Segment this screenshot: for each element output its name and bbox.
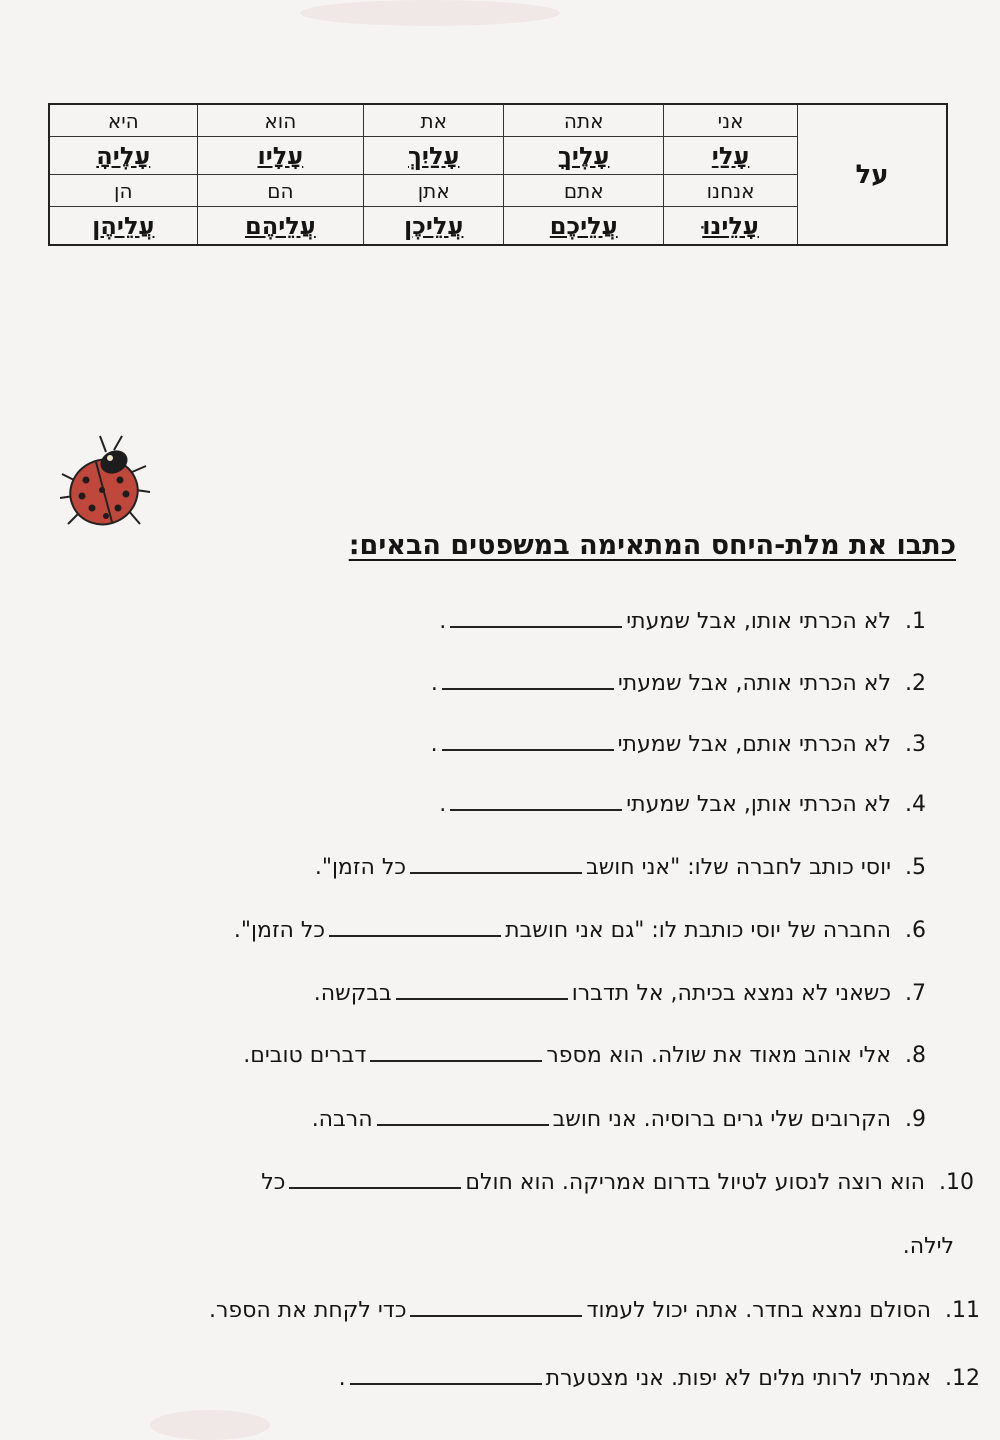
answer-blank[interactable] xyxy=(442,687,614,690)
item-text-before: אמרתי לרותי מלים לא יפות. אני מצטערת xyxy=(545,1366,931,1391)
item-number: 9. xyxy=(905,1107,926,1132)
exercise-item xyxy=(243,1043,926,1068)
answer-blank[interactable] xyxy=(377,1123,549,1126)
item-text-after: כל xyxy=(261,1170,286,1195)
item-text-before: לא הכרתי אותו, אבל שמעתי xyxy=(626,609,891,634)
scan-smudge xyxy=(150,1410,270,1440)
answer-blank[interactable] xyxy=(329,934,501,937)
form-cell: עָלַיִךְ xyxy=(364,137,504,175)
item-number: 11. xyxy=(945,1298,980,1323)
answer-blank[interactable] xyxy=(396,997,568,1000)
form-cell: עָלֶיהָ xyxy=(49,137,197,175)
answer-blank[interactable] xyxy=(410,871,582,874)
item-text-after: . xyxy=(439,609,447,634)
exercise-item xyxy=(314,981,926,1006)
declension-table xyxy=(48,103,948,246)
form-cell: עֲלֵיהֶם xyxy=(197,207,364,246)
exercise-item xyxy=(439,792,926,817)
item-text-after: כל הזמן". xyxy=(233,918,326,943)
item-text-after: כדי לקחת את הספר. xyxy=(209,1298,407,1323)
pronoun-cell: אתן xyxy=(364,175,504,207)
item-text-before: הוא רוצה לנסוע לטיול בדרום אמריקה. הוא חולם xyxy=(465,1170,925,1195)
form-cell: עָלַי xyxy=(664,137,798,175)
item-text-before: לא הכרתי אותה, אבל שמעתי xyxy=(617,671,891,696)
pronoun-cell: אני xyxy=(664,104,798,137)
item-text-after: כל הזמן". xyxy=(314,855,406,880)
exercise-item xyxy=(439,609,926,634)
item-number: 2. xyxy=(905,671,926,696)
exercise-item xyxy=(261,1170,974,1195)
answer-blank[interactable] xyxy=(450,625,622,628)
item-text-before: כשאני לא נמצא בכיתה, אל תדברו xyxy=(571,981,891,1006)
item-text-after: . xyxy=(439,792,447,817)
item-text-before: הקרובים שלי גרים ברוסיה. אני חושב xyxy=(552,1107,891,1132)
answer-blank[interactable] xyxy=(370,1059,542,1062)
ladybug-icon xyxy=(56,432,152,532)
form-cell: עֲלֵיכֶם xyxy=(504,207,664,246)
answer-blank[interactable] xyxy=(350,1382,542,1385)
item-text-before: החברה של יוסי כותבת לו: "גם אני חושבת xyxy=(505,918,891,943)
exercise-item xyxy=(339,1366,980,1391)
pronoun-cell: הוא xyxy=(197,104,364,137)
item-continuation: לילה. xyxy=(902,1234,954,1259)
instruction-heading: כתבו את מלת-היחס המתאימה במשפטים הבאים: xyxy=(348,530,956,561)
item-text-before: אלי אוהב מאוד את שולה. הוא מספר xyxy=(546,1043,891,1068)
item-number: 1. xyxy=(905,609,926,634)
exercise-item xyxy=(312,1107,926,1132)
item-number: 3. xyxy=(905,732,926,757)
exercise-item xyxy=(431,732,926,757)
answer-blank[interactable] xyxy=(410,1314,582,1317)
pronoun-cell: אתם xyxy=(504,175,664,207)
pronoun-cell: אתה xyxy=(504,104,664,137)
item-number: 10. xyxy=(939,1170,974,1195)
item-text-after: הרבה. xyxy=(311,1107,373,1132)
item-number: 12. xyxy=(945,1366,980,1391)
answer-blank[interactable] xyxy=(450,808,622,811)
pronoun-cell: הן xyxy=(49,175,197,207)
item-text-before: הסולם נמצא בחדר. אתה יכול לעמוד xyxy=(586,1298,931,1323)
form-cell: עֲלֵיהֶן xyxy=(49,207,197,246)
scan-smudge xyxy=(300,0,560,26)
pronoun-cell: אנחנו xyxy=(664,175,798,207)
item-text-before: לא הכרתי אותם, אבל שמעתי xyxy=(617,732,891,757)
item-number: 6. xyxy=(905,918,926,943)
exercise-item xyxy=(315,855,926,880)
item-text-after: . xyxy=(430,732,438,757)
form-cell: עֲלֵיכֶן xyxy=(364,207,504,246)
item-text-after: דברים טובים. xyxy=(243,1043,367,1068)
item-number: 4. xyxy=(905,792,926,817)
exercise-item xyxy=(234,918,926,943)
item-text-before: יוסי כותב לחברה שלו: "אני חושב xyxy=(586,855,891,880)
item-number: 5. xyxy=(905,855,926,880)
answer-blank[interactable] xyxy=(289,1186,461,1189)
form-cell: עָלֵינוּ xyxy=(664,207,798,246)
item-text-after: . xyxy=(338,1366,346,1391)
item-text-after: בבקשה. xyxy=(313,981,392,1006)
item-number: 7. xyxy=(905,981,926,1006)
preposition-cell: על xyxy=(798,104,948,245)
form-cell: עָלֶיךָ xyxy=(504,137,664,175)
pronoun-cell: את xyxy=(364,104,504,137)
pronoun-cell: הם xyxy=(197,175,364,207)
exercise-item xyxy=(431,671,926,696)
pronoun-cell: היא xyxy=(49,104,197,137)
item-text-before: לא הכרתי אותן, אבל שמעתי xyxy=(626,792,891,817)
exercise-item xyxy=(209,1298,980,1323)
item-number: 8. xyxy=(905,1043,926,1068)
item-text-after: . xyxy=(430,671,438,696)
form-cell: עָלָיו xyxy=(197,137,364,175)
answer-blank[interactable] xyxy=(442,748,614,751)
